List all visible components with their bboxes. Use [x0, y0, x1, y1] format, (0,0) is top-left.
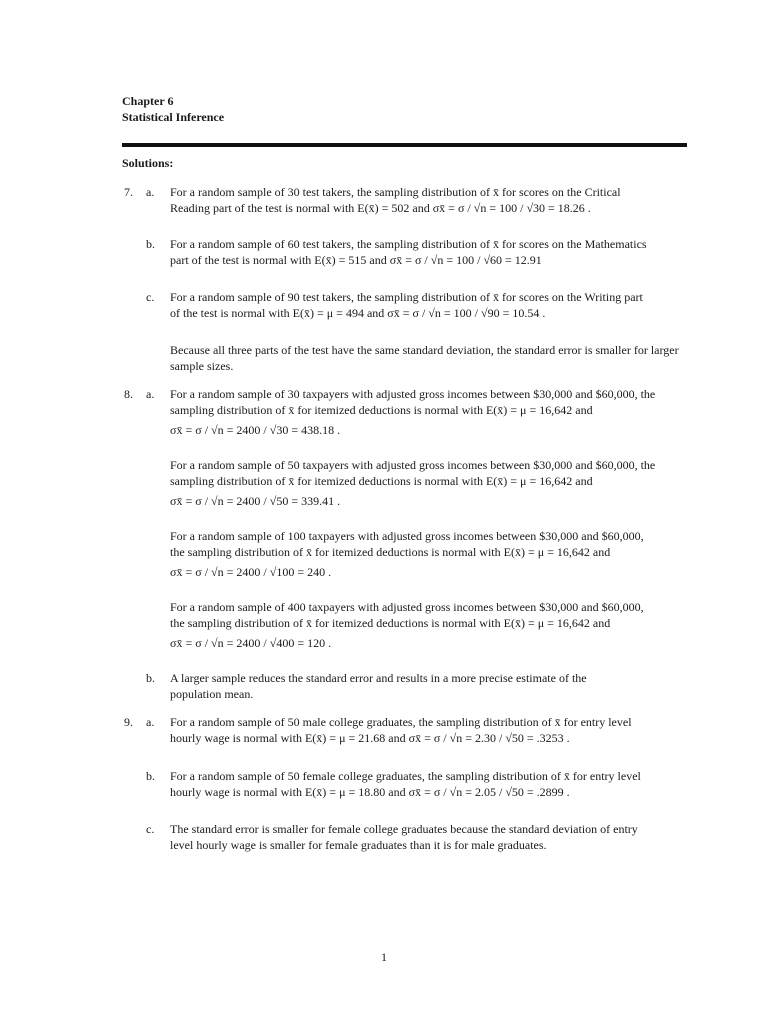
text-line: level hourly wage is smaller for female graduates than it is for male graduates.	[170, 838, 547, 852]
problem-number-8: 8.	[124, 387, 133, 401]
solution-7-note: Because all three parts of the test have the same standard deviation, the standard error is smaller for larger sample sizes.	[170, 343, 679, 373]
part-letter-7a: a.	[146, 185, 155, 199]
text-line: The standard error is smaller for female college graduates because the standard deviation of entry	[170, 822, 638, 836]
text-line: Reading part of the test is normal with E(x̄) = 502 and σx̄ = σ / √n = 100 / √30 = 18.26 .	[170, 201, 591, 215]
text-line: For a random sample of 90 test takers, the sampling distribution of x̄ for scores on the Writing part	[170, 290, 643, 304]
solution-9c	[170, 821, 690, 853]
part-letter-8b: b.	[146, 671, 155, 685]
solution-7a	[170, 184, 690, 216]
problem-number-9: 9.	[124, 715, 133, 729]
part-letter-9a: a.	[146, 715, 155, 729]
solution-9b	[170, 768, 690, 800]
part-letter-8a: a.	[146, 387, 155, 401]
problem-number-7: 7.	[124, 185, 133, 199]
text-line: hourly wage is normal with E(x̄) = μ = 21.68 and σx̄ = σ / √n = 2.30 / √50 = .3253 .	[170, 731, 570, 745]
text-line: part of the test is normal with E(x̄) = 515 and σx̄ = σ / √n = 100 / √60 = 12.91	[170, 253, 542, 267]
solution-7c	[170, 289, 690, 321]
chapter-number: Chapter 6	[122, 94, 174, 108]
text-line: sampling distribution of x̄ for itemized deductions is normal with E(x̄) = μ = 16,642 and	[170, 403, 593, 417]
text-line: sampling distribution of x̄ for itemized deductions is normal with E(x̄) = μ = 16,642 and	[170, 474, 593, 488]
solution-9a	[170, 714, 690, 746]
part-letter-9c: c.	[146, 822, 155, 836]
formula-line: σx̄ = σ / √n = 2400 / √400 = 120 .	[170, 636, 332, 650]
formula-line: σx̄ = σ / √n = 2400 / √50 = 339.41 .	[170, 494, 341, 508]
horizontal-rule	[122, 143, 687, 147]
text-line: the sampling distribution of x̄ for itemized deductions is normal with E(x̄) = μ = 16,642 and	[170, 545, 611, 559]
text-line: A larger sample reduces the standard error and results in a more precise estimate of the	[170, 671, 587, 685]
text-line: For a random sample of 100 taxpayers with adjusted gross incomes between $30,000 and $60,000,	[170, 529, 644, 543]
text-line: the sampling distribution of x̄ for itemized deductions is normal with E(x̄) = μ = 16,642 and	[170, 616, 611, 630]
text-line: For a random sample of 60 test takers, the sampling distribution of x̄ for scores on the Mathematics	[170, 237, 647, 251]
solution-8a-n100	[170, 528, 690, 580]
text-line: For a random sample of 30 test takers, the sampling distribution of x̄ for scores on the Critical	[170, 185, 621, 199]
text-line: For a random sample of 30 taxpayers with adjusted gross incomes between $30,000 and $60,000, the	[170, 387, 656, 401]
formula-line: σx̄ = σ / √n = 2400 / √100 = 240 .	[170, 565, 332, 579]
solutions-heading: Solutions:	[122, 156, 174, 170]
formula-line: σx̄ = σ / √n = 2400 / √30 = 438.18 .	[170, 423, 341, 437]
chapter-title: Statistical Inference	[122, 110, 225, 124]
chapter-header	[122, 93, 224, 125]
text-line: For a random sample of 50 taxpayers with adjusted gross incomes between $30,000 and $60,000, the	[170, 458, 656, 472]
solution-7b	[170, 236, 690, 268]
part-letter-7b: b.	[146, 237, 155, 251]
text-line: hourly wage is normal with E(x̄) = μ = 18.80 and σx̄ = σ / √n = 2.05 / √50 = .2899 .	[170, 785, 570, 799]
solution-8a-n30	[170, 386, 690, 438]
text-line: of the test is normal with E(x̄) = μ = 494 and σx̄ = σ / √n = 100 / √90 = 10.54 .	[170, 306, 546, 320]
solution-8b	[170, 670, 690, 702]
text-line: For a random sample of 400 taxpayers with adjusted gross incomes between $30,000 and $60,000,	[170, 600, 644, 614]
page-number: 1	[381, 950, 387, 964]
text-line: For a random sample of 50 female college graduates, the sampling distribution of x̄ for entry level	[170, 769, 641, 783]
part-letter-9b: b.	[146, 769, 155, 783]
solution-8a-n50	[170, 457, 690, 509]
part-letter-7c: c.	[146, 290, 155, 304]
text-line: population mean.	[170, 687, 254, 701]
solution-8a-n400	[170, 599, 690, 651]
text-line: For a random sample of 50 male college graduates, the sampling distribution of x̄ for entry level	[170, 715, 632, 729]
